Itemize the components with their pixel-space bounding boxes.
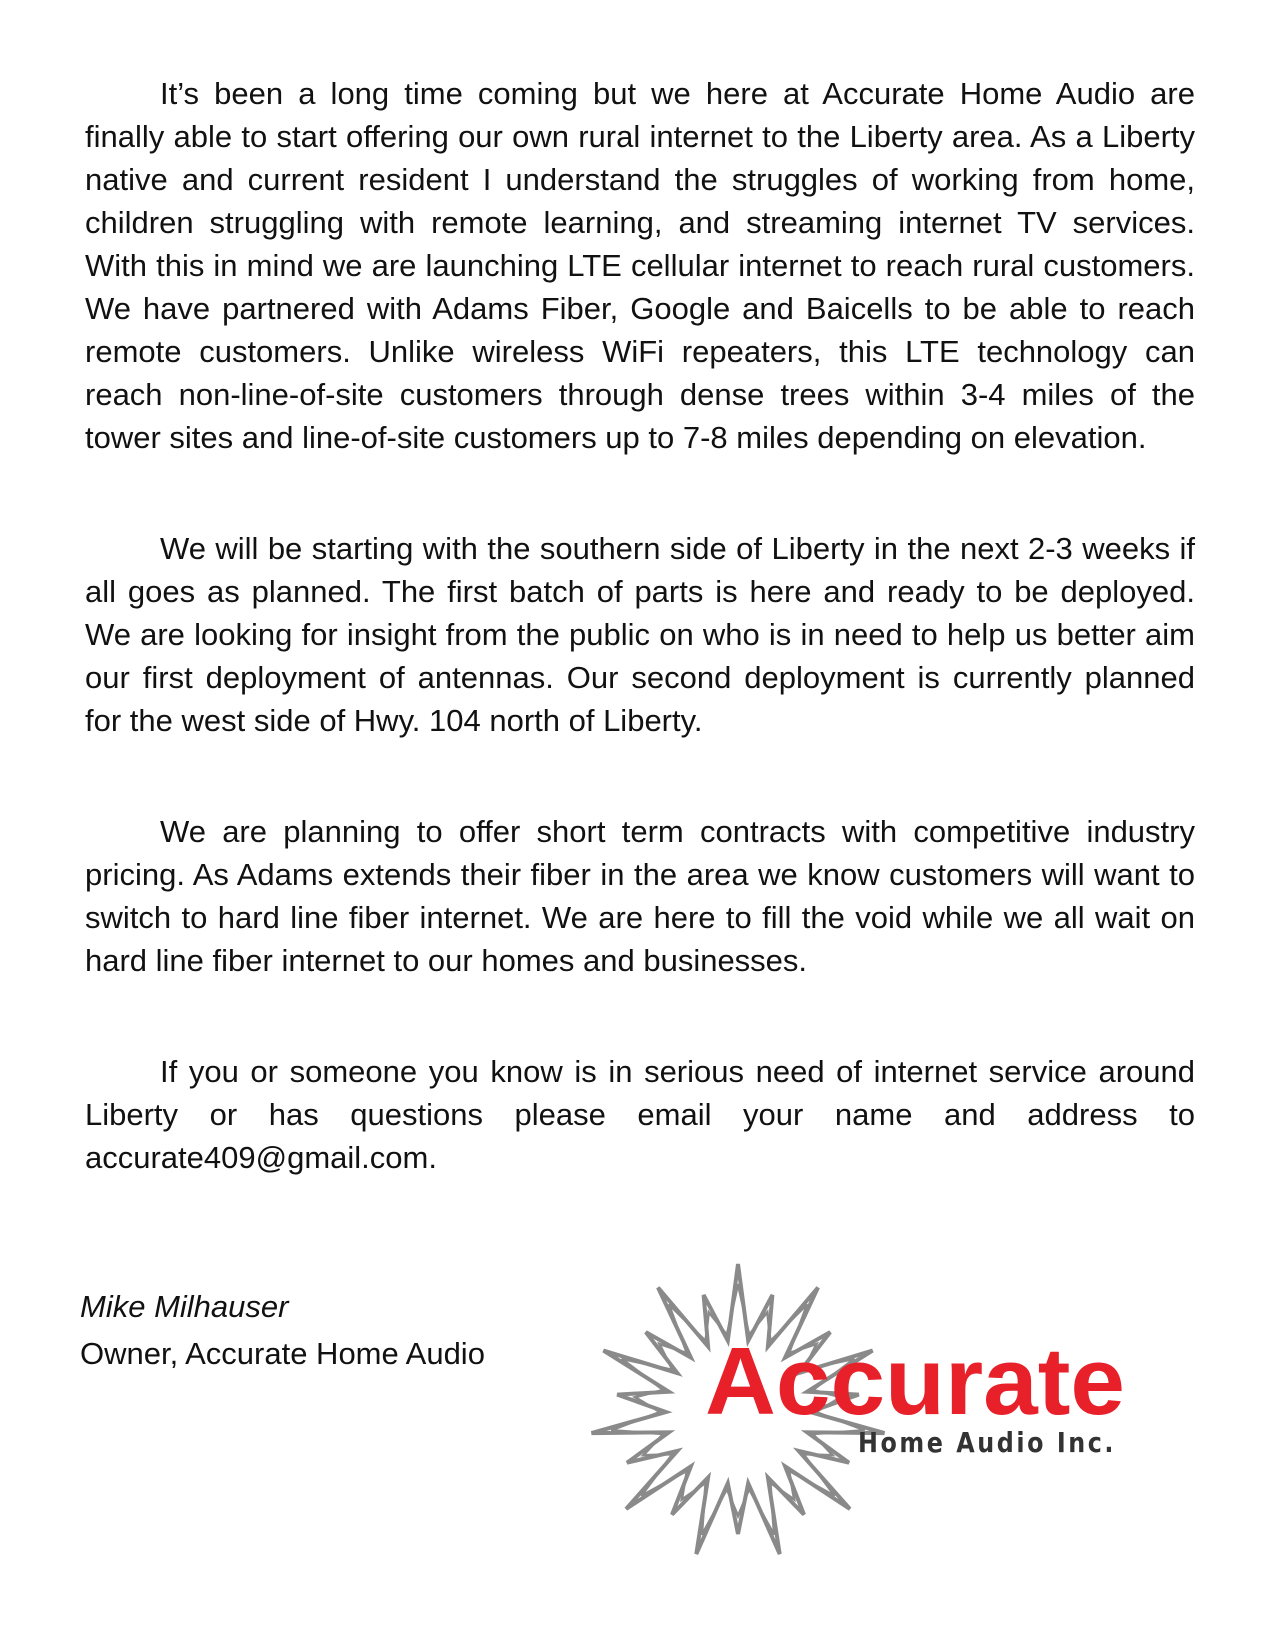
paragraph-intro: It’s been a long time coming but we here at Accurate Home Audio are finally able to start offering our own rural internet to the Liberty area. As a Liberty native and current resident I understand the struggles of working from home, children struggling with remote learning, and streaming internet TV services. With this in mind we are launching LTE cellular internet to reach rural customers. We have partnered with Adams Fiber, Google and Baicells to be able to reach remote customers. Unlike wireless WiFi repeaters, this LTE technology can reach non-line-of-site customers through dense trees within 3-4 miles of the tower sites and line-of-site customers up to 7-8 miles depending on elevation. [85,76,1195,455]
signature-name: Mike Milhauser [80,1289,289,1324]
company-logo [590,1262,1200,1572]
logo-tagline-text: Home Audio Inc. [858,1426,1116,1459]
signature-block [80,1283,485,1377]
letter-body [85,72,1195,1179]
paragraph-deployment: We will be starting with the southern side of Liberty in the next 2-3 weeks if all goes as planned. The first batch of parts is here and ready to be deployed. We are looking for insight from the public on who is in need to help us better aim our first deployment of antennas. Our second deployment is currently planned for the west side of Hwy. 104 north of Liberty. [85,531,1195,738]
signature-title: Owner, Accurate Home Audio [80,1336,485,1371]
paragraph-contact: If you or someone you know is in serious need of internet service around Liberty or has questions please email your name and address to accurate409@gmail.com. [85,1054,1195,1175]
paragraph-contracts: We are planning to offer short term contracts with competitive industry pricing. As Adams extends their fiber in the area we know customers will want to switch to hard line fiber internet. We are here to fill the void while we all wait on hard line fiber internet to our homes and businesses. [85,814,1195,978]
logo-brand-text: Accurate [705,1328,1125,1435]
